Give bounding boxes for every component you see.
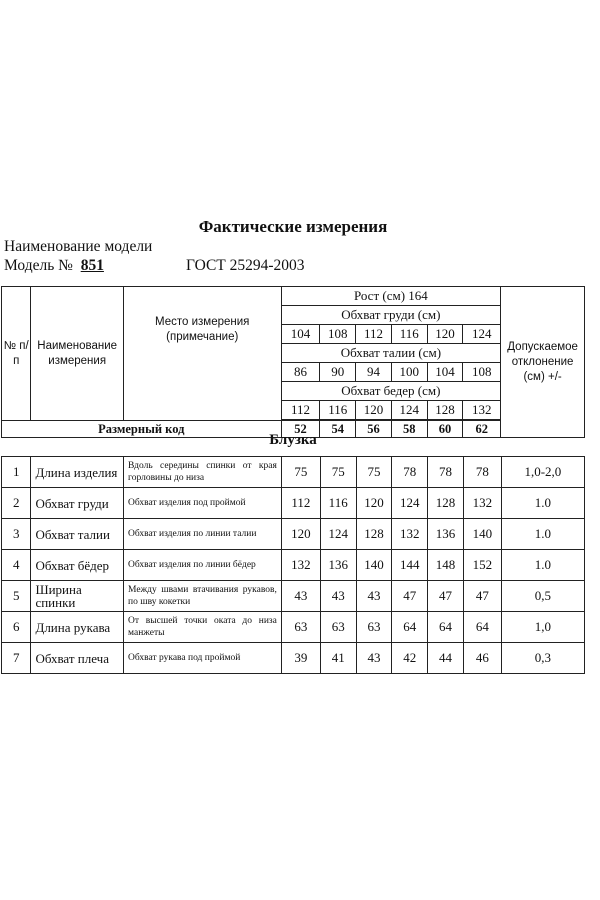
hips-value: 112	[281, 401, 320, 420]
measurement-value: 39	[281, 643, 320, 674]
measurement-value: 116	[320, 488, 356, 519]
table-row	[2, 488, 585, 519]
measurement-value: 42	[392, 643, 428, 674]
measurement-place: Обхват рукава под проймой	[124, 643, 282, 674]
height-label: Рост (см) 164	[281, 287, 501, 306]
measurements-header-table	[1, 286, 585, 438]
row-number: 4	[2, 550, 31, 581]
measurement-value: 124	[392, 488, 428, 519]
measurement-value: 78	[392, 457, 428, 488]
model-name-label: Наименование модели	[4, 238, 153, 255]
table-row	[2, 643, 585, 674]
measurement-value: 63	[281, 612, 320, 643]
measurement-name: Обхват груди	[31, 488, 124, 519]
measurement-value: 46	[463, 643, 501, 674]
measurement-place: Обхват изделия по линии бёдер	[124, 550, 282, 581]
tolerance-value: 0,3	[501, 643, 584, 674]
chest-value: 108	[320, 325, 356, 344]
measurement-value: 144	[392, 550, 428, 581]
hips-value: 132	[463, 401, 501, 420]
measurement-value: 63	[320, 612, 356, 643]
chest-value: 120	[427, 325, 463, 344]
waist-value: 100	[391, 363, 427, 382]
measurement-value: 152	[463, 550, 501, 581]
row-number: 6	[2, 612, 31, 643]
measurement-value: 47	[428, 581, 464, 612]
measurement-value: 120	[356, 488, 392, 519]
measurement-value: 47	[392, 581, 428, 612]
measurement-value: 75	[281, 457, 320, 488]
measurement-name: Обхват бёдер	[31, 550, 124, 581]
measurement-name: Длина рукава	[31, 612, 124, 643]
measurement-value: 132	[463, 488, 501, 519]
chest-value: 112	[356, 325, 392, 344]
hips-value: 116	[320, 401, 356, 420]
tolerance-value: 1.0	[501, 519, 584, 550]
header-place: Место измерения (примечание)	[123, 287, 281, 421]
row-number: 2	[2, 488, 31, 519]
measurement-value: 41	[320, 643, 356, 674]
measurement-name: Обхват плеча	[31, 643, 124, 674]
row-number: 7	[2, 643, 31, 674]
measurement-place: Вдоль середины спинки от края горловины до низа	[124, 457, 282, 488]
table-row	[2, 519, 585, 550]
tolerance-value: 1.0	[501, 488, 584, 519]
measurement-value: 43	[356, 581, 392, 612]
measurement-place: От высшей точки оката до низа манжеты	[124, 612, 282, 643]
table-row	[2, 581, 585, 612]
measurement-value: 132	[281, 550, 320, 581]
size-code-label: Размерный код	[2, 421, 282, 438]
measurement-value: 132	[392, 519, 428, 550]
tolerance-value: 1,0	[501, 612, 584, 643]
measurement-place: Обхват изделия по линии талии	[124, 519, 282, 550]
size-code: 62	[463, 421, 501, 438]
measurement-value: 136	[320, 550, 356, 581]
measurement-place: Обхват изделия под проймой	[124, 488, 282, 519]
size-code: 52	[281, 421, 320, 438]
measurement-value: 140	[356, 550, 392, 581]
hips-value: 124	[391, 401, 427, 420]
model-label: Модель №	[4, 257, 73, 274]
measurement-value: 124	[320, 519, 356, 550]
measurements-table	[1, 456, 585, 674]
measurement-value: 44	[428, 643, 464, 674]
chest-value: 116	[391, 325, 427, 344]
measurement-value: 64	[392, 612, 428, 643]
measurement-value: 64	[463, 612, 501, 643]
table-row	[2, 550, 585, 581]
measurement-value: 63	[356, 612, 392, 643]
measurement-value: 75	[356, 457, 392, 488]
measurement-value: 78	[428, 457, 464, 488]
header-tolerance: Допускаемое отклонение (см) +/-	[501, 287, 585, 438]
measurement-name: Ширина спинки	[31, 581, 124, 612]
size-code: 56	[356, 421, 392, 438]
chest-value: 124	[463, 325, 501, 344]
row-number: 5	[2, 581, 31, 612]
chest-label: Обхват груди (см)	[281, 306, 501, 325]
model-number-line	[4, 257, 104, 275]
tolerance-value: 1.0	[501, 550, 584, 581]
measurement-value: 47	[463, 581, 501, 612]
measurement-value: 128	[428, 488, 464, 519]
measurement-value: 140	[463, 519, 501, 550]
hips-value: 128	[427, 401, 463, 420]
measurement-value: 75	[320, 457, 356, 488]
measurement-name: Длина изделия	[31, 457, 124, 488]
waist-value: 86	[281, 363, 320, 382]
size-code: 60	[427, 421, 463, 438]
waist-value: 104	[427, 363, 463, 382]
measurement-name: Обхват талии	[31, 519, 124, 550]
measurement-value: 136	[428, 519, 464, 550]
table-row	[2, 457, 585, 488]
document-title: Фактические измерения	[198, 217, 388, 236]
row-number: 3	[2, 519, 31, 550]
hips-value: 120	[356, 401, 392, 420]
header-num: № п/п	[2, 287, 31, 421]
measurement-place: Между швами втачивания рукавов, по шву кокетки	[124, 581, 282, 612]
measurement-value: 43	[281, 581, 320, 612]
measurement-value: 43	[320, 581, 356, 612]
tolerance-value: 0,5	[501, 581, 584, 612]
measurement-value: 43	[356, 643, 392, 674]
header-name: Наименование измерения	[31, 287, 123, 421]
size-code: 58	[391, 421, 427, 438]
gost-label: ГОСТ 25294-2003	[186, 257, 305, 274]
size-code: 54	[320, 421, 356, 438]
measurement-value: 64	[428, 612, 464, 643]
measurement-value: 128	[356, 519, 392, 550]
waist-label: Обхват талии (см)	[281, 344, 501, 363]
measurement-value: 112	[281, 488, 320, 519]
chest-value: 104	[281, 325, 320, 344]
waist-value: 108	[463, 363, 501, 382]
model-number: 851	[80, 257, 104, 274]
table-row	[2, 612, 585, 643]
hips-label: Обхват бедер (см)	[281, 382, 501, 401]
waist-value: 90	[320, 363, 356, 382]
tolerance-value: 1,0-2,0	[501, 457, 584, 488]
waist-value: 94	[356, 363, 392, 382]
measurement-value: 120	[281, 519, 320, 550]
measurement-value: 78	[463, 457, 501, 488]
row-number: 1	[2, 457, 31, 488]
section-title: Блузка	[269, 432, 317, 448]
measurement-value: 148	[428, 550, 464, 581]
